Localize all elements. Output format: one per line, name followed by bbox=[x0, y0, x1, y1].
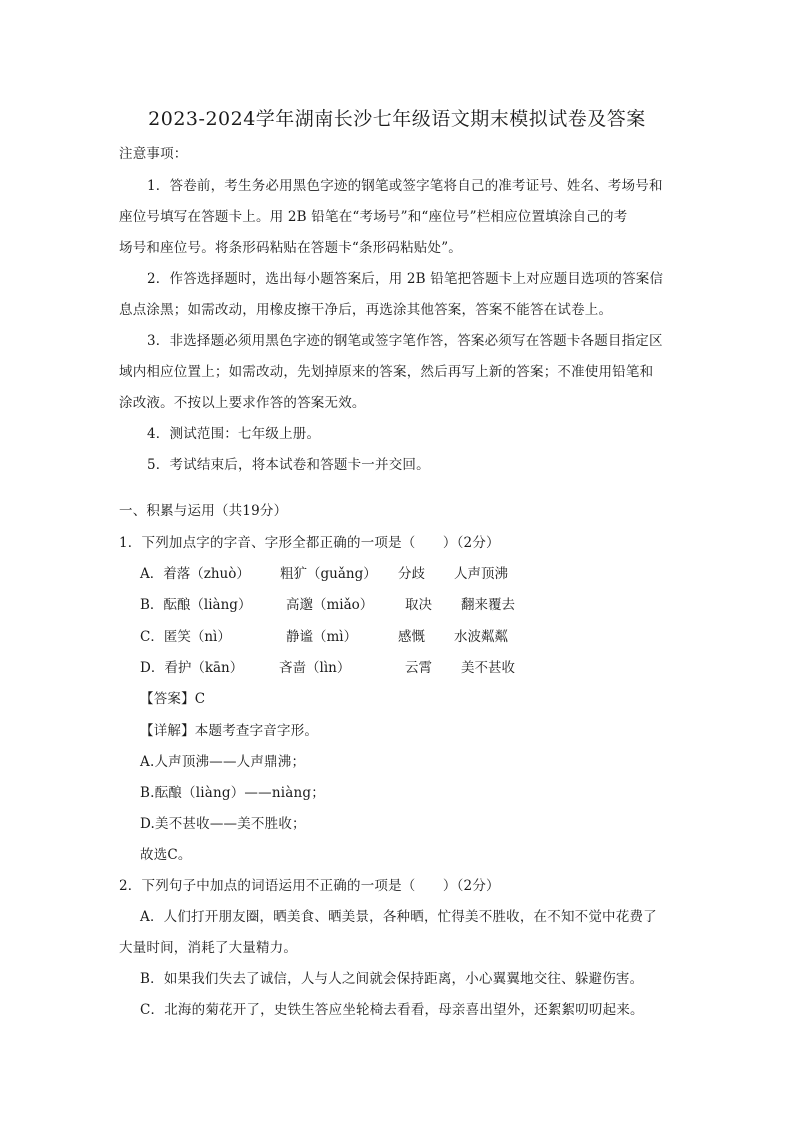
option-word: 翻来覆去 bbox=[461, 597, 515, 613]
notice-item-1-line-1: 1．答卷前，考生务必用黑色字迹的钢笔或签字笔将自己的准考证号、姓名、考场号和 bbox=[147, 178, 663, 194]
question-1-conclusion: 故选C。 bbox=[140, 847, 192, 863]
question-1-answer: 【答案】C bbox=[140, 691, 206, 707]
option-word: 高邈（miǎo） bbox=[286, 597, 374, 613]
document-title: 2023-2024学年湖南长沙七年级语文期末模拟试卷及答案 bbox=[148, 108, 646, 130]
question-1-explanation-a: A.人声顶沸——人声鼎沸； bbox=[140, 754, 306, 770]
question-1-explanation-heading: 【详解】本题考查字音字形。 bbox=[140, 723, 319, 739]
option-word: 静谧（mì） bbox=[286, 629, 358, 645]
notice-item-4: 4．测试范围：七年级上册。 bbox=[147, 426, 321, 442]
option-word: 吝啬（lìn） bbox=[279, 660, 351, 676]
question-1-explanation-b: B.酝酿（liàng）——niàng； bbox=[140, 785, 325, 801]
section-heading: 一、积累与运用（共19分） bbox=[119, 503, 288, 519]
question-2-option-a-line-2: 大量时间，消耗了大量精力。 bbox=[119, 940, 298, 956]
question-2-stem: 2．下列句子中加点的词语运用不正确的一项是（ ）（2分） bbox=[119, 878, 500, 894]
option-word: A．着落（zhuò） bbox=[140, 566, 250, 582]
question-2-option-b: B．如果我们失去了诚信，人与人之间就会保持距离，小心翼翼地交往、躲避伤害。 bbox=[140, 971, 644, 987]
option-word: 取决 bbox=[405, 597, 432, 613]
option-word: 美不甚收 bbox=[461, 660, 515, 676]
notice-item-3-line-1: 3．非选择题必须用黑色字迹的钢笔或签字笔作答，答案必须写在答题卡各题目指定区 bbox=[147, 333, 663, 349]
notice-item-2-line-2: 息点涂黑；如需改动，用橡皮擦干净后，再选涂其他答案，答案不能答在试卷上。 bbox=[119, 302, 613, 318]
option-word: 云霄 bbox=[405, 660, 432, 676]
option-word: 分歧 bbox=[398, 566, 425, 582]
notice-item-3-line-2: 域内相应位置上；如需改动，先划掉原来的答案，然后再写上新的答案；不准使用铅笔和 bbox=[119, 364, 654, 380]
option-word: 人声顶沸 bbox=[454, 566, 508, 582]
option-word: C．匿笑（nì） bbox=[140, 629, 231, 645]
option-word: B．酝酿（liàng） bbox=[140, 597, 252, 613]
notice-item-2-line-1: 2．作答选择题时，选出每小题答案后，用 2B 铅笔把答题卡上对应题目选项的答案信 bbox=[147, 271, 664, 287]
notice-item-3-line-3: 涂改液。不按以上要求作答的答案无效。 bbox=[119, 395, 366, 411]
question-2-option-c: C．北海的菊花开了，史铁生答应坐轮椅去看看，母亲喜出望外，还絮絮叨叨起来。 bbox=[140, 1002, 644, 1018]
question-2-option-a-line-1: A．人们打开朋友圈，晒美食、晒美景，各种晒，忙得美不胜收，在不知不觉中花费了 bbox=[140, 909, 657, 925]
notice-heading: 注意事项： bbox=[119, 146, 188, 162]
option-word: 感慨 bbox=[398, 629, 425, 645]
question-1-explanation-d: D.美不甚收——美不胜收； bbox=[140, 816, 306, 832]
notice-item-1-line-2: 座位号填写在答题卡上。用 2B 铅笔在“考场号”和“座位号”栏相应位置填涂自己的考 bbox=[119, 209, 628, 225]
notice-item-5: 5．考试结束后，将本试卷和答题卡一并交回。 bbox=[147, 457, 430, 473]
option-word: 水波粼粼 bbox=[454, 629, 508, 645]
question-1-stem: 1．下列加点字的字音、字形全都正确的一项是（ ）（2分） bbox=[119, 535, 500, 551]
option-word: 粗犷（guǎng） bbox=[280, 566, 377, 582]
notice-item-1-line-3: 场号和座位号。将条形码粘贴在答题卡“条形码粘贴处”。 bbox=[119, 240, 463, 256]
option-word: D．看护（kān） bbox=[140, 660, 244, 676]
